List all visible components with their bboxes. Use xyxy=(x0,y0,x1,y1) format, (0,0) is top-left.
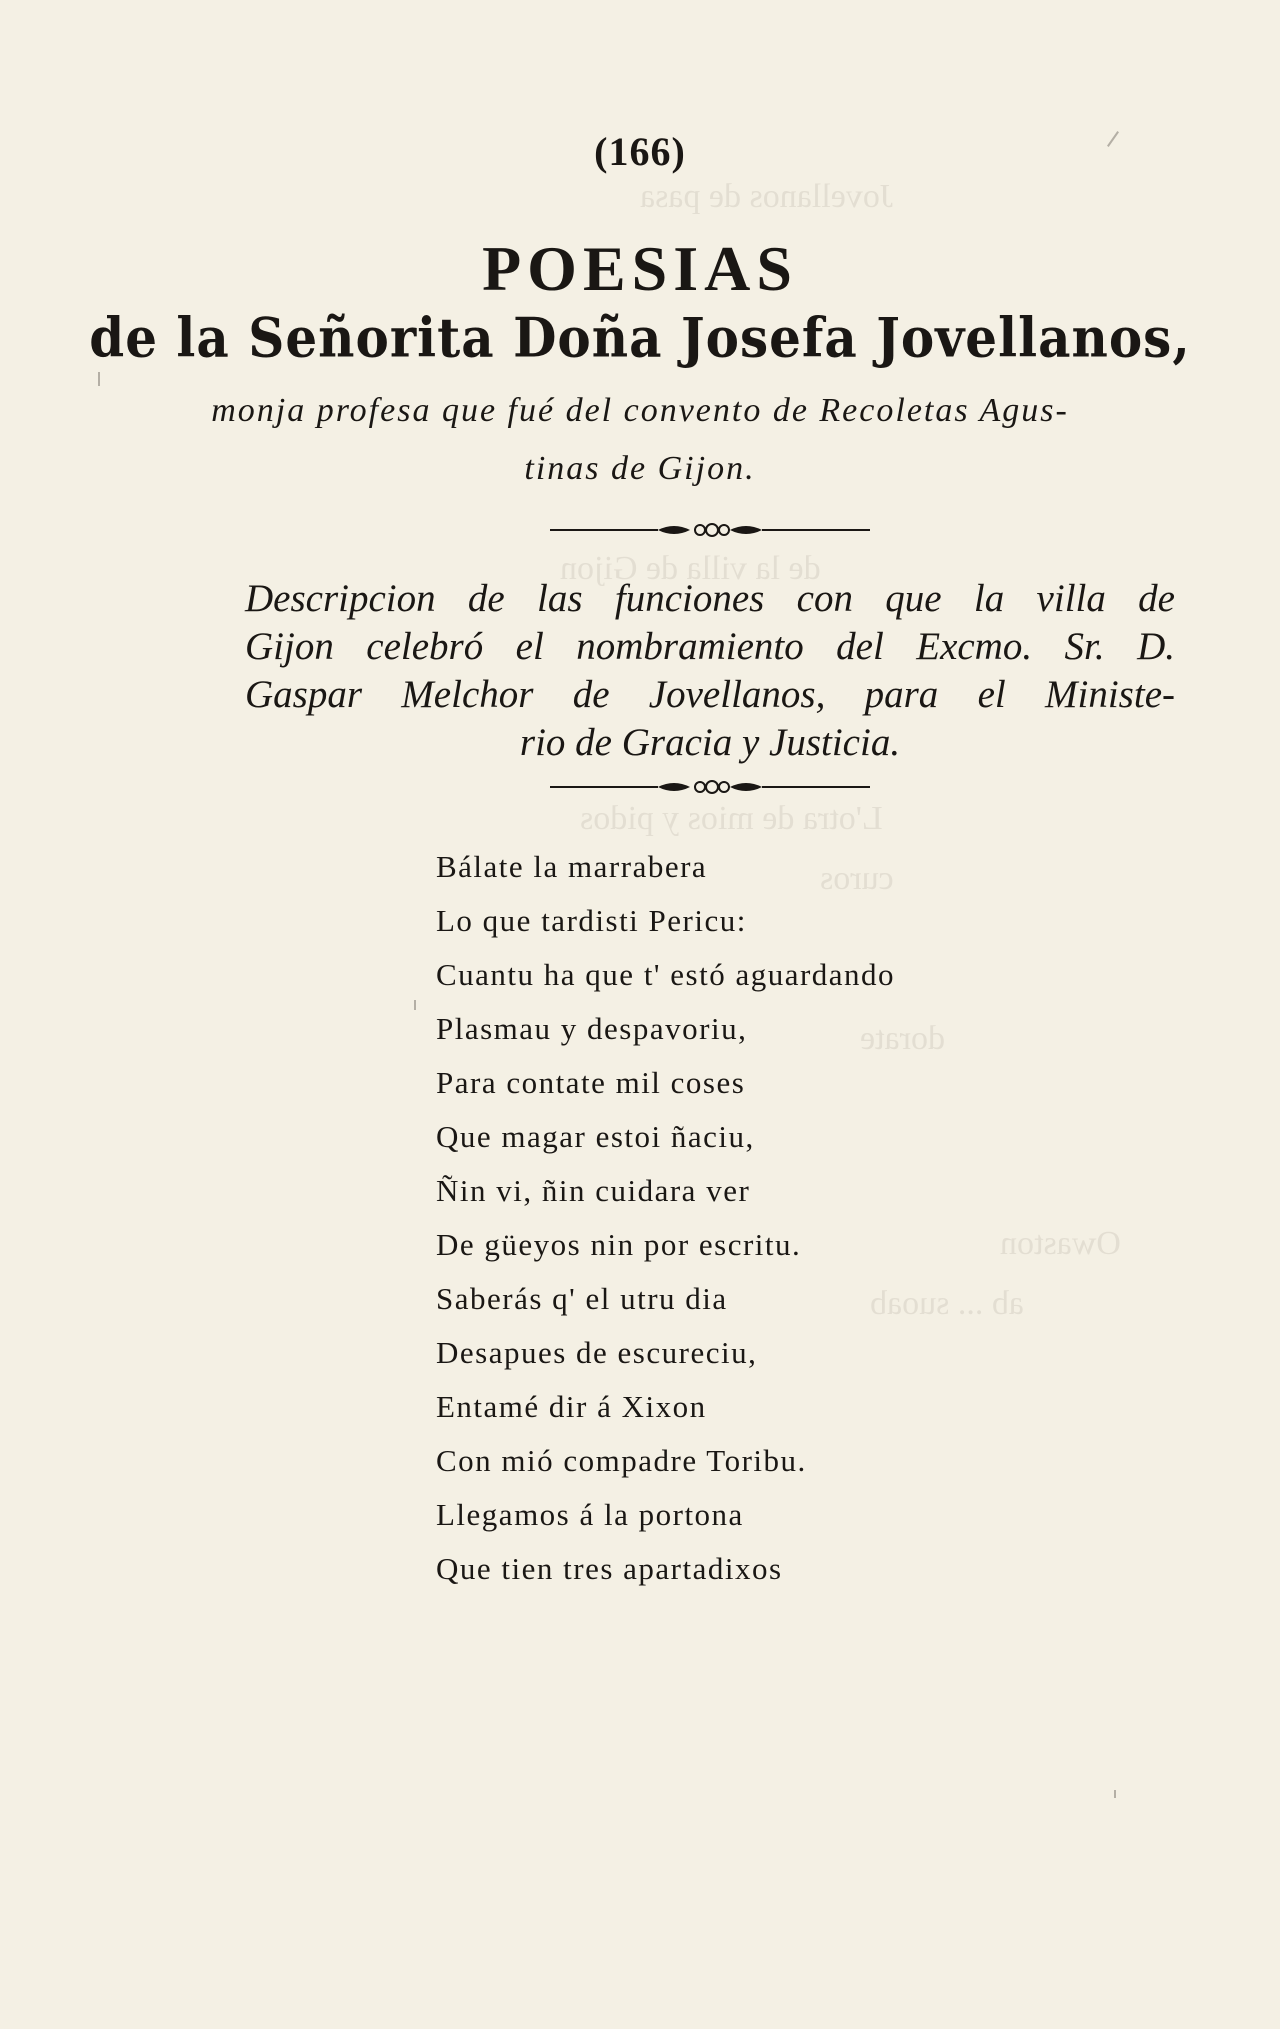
ornamental-divider xyxy=(550,518,870,542)
description-line: Gijon celebró el nombramiento del Excmo. Sr. D. xyxy=(245,625,1175,668)
description-line: Gaspar Melchor de Jovellanos, para el Ministe- xyxy=(245,673,1175,716)
poem-line: Bálate la marrabera xyxy=(436,849,708,884)
script-line-2: tinas de Gijon. xyxy=(524,450,756,487)
description-line: rio de Gracia y Justicia. xyxy=(519,721,901,764)
script-line-1: monja profesa que fué del convento de Recoletas Agus- xyxy=(211,392,1069,429)
poem-line: Ñin vi, ñin cuidara ver xyxy=(436,1173,751,1208)
poem-line: Saberás q' el utru dia xyxy=(436,1281,728,1316)
ornamental-divider xyxy=(550,775,870,799)
poem-line: Entamé dir á Xixon xyxy=(436,1389,707,1424)
poem-line: Desapues de escureciu, xyxy=(436,1335,758,1370)
poem-line: Lo que tardisti Pericu: xyxy=(436,903,747,938)
poem-line: Cuantu ha que t' estó aguardando xyxy=(436,957,896,992)
poem-line: De güeyos nin por escritu. xyxy=(436,1227,802,1262)
poem-stanza xyxy=(436,840,1136,1596)
poem-line: Con mió compadre Toribu. xyxy=(436,1443,807,1478)
paper-speck xyxy=(98,372,100,386)
bleed-through-ghost: de la villa de Gijon xyxy=(560,550,821,587)
bleed-through-ghost: ab ... suoab xyxy=(870,1285,1024,1322)
paper-speck xyxy=(1114,1790,1116,1798)
poem-line: Llegamos á la portona xyxy=(436,1497,744,1532)
poem-line: Que magar estoi ñaciu, xyxy=(436,1119,755,1154)
bleed-through-ghost: Owaston xyxy=(1000,1225,1121,1262)
description-line: Descripcion de las funciones con que la villa de xyxy=(245,577,1175,620)
bleed-through-ghost: Jovellanos de pasa xyxy=(640,178,894,215)
bleed-through-ghost: curos xyxy=(820,860,894,897)
poem-line: Que tien tres apartadixos xyxy=(436,1551,783,1586)
page-number: (166) xyxy=(594,129,686,174)
paper-speck xyxy=(414,1000,416,1010)
bleed-through-ghost: L'otra de mios y pidos xyxy=(580,800,883,837)
poem-line: Para contate mil coses xyxy=(436,1065,746,1100)
subtitle: de la Señorita Doña Josefa Jovellanos, xyxy=(89,305,1191,370)
page-title: POESIAS xyxy=(482,233,798,304)
bleed-through-ghost: dorate xyxy=(860,1020,945,1057)
description-paragraph xyxy=(245,575,1175,767)
poem-line: Plasmau y despavoriu, xyxy=(436,1011,748,1046)
